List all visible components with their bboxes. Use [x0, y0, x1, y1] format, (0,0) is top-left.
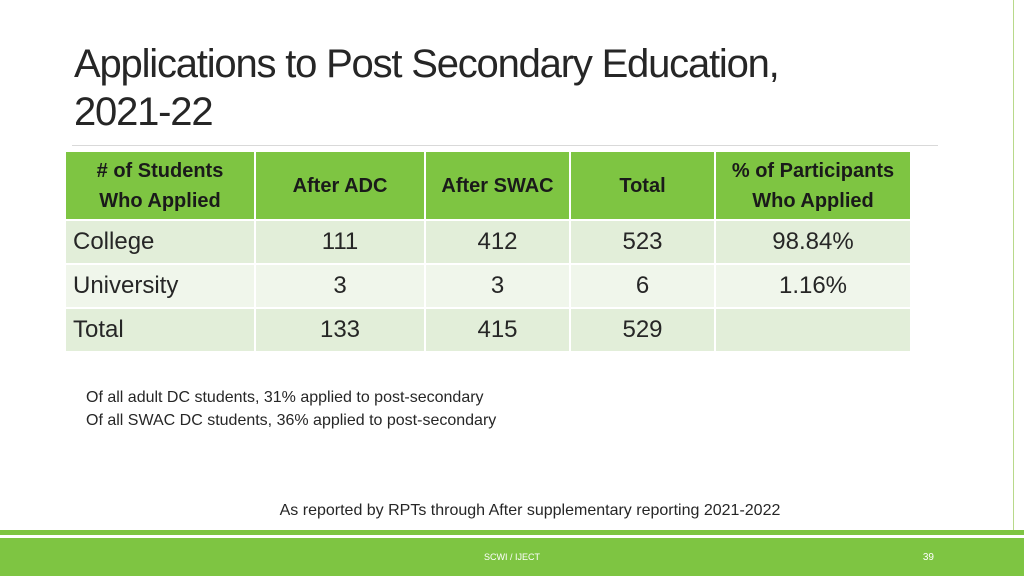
cell-total: 529 [570, 308, 715, 352]
cell-after-adc: 133 [255, 308, 425, 352]
page-number: 39 [922, 552, 934, 563]
header-pct-participants [715, 151, 911, 220]
header-after-swac: After SWAC [425, 151, 570, 220]
row-label: Total [65, 308, 255, 352]
header-pct-line1: % of Participants [731, 159, 895, 182]
cell-pct: 1.16% [715, 264, 911, 308]
header-after-adc: After ADC [255, 151, 425, 220]
cell-after-swac: 415 [425, 308, 570, 352]
source-note: As reported by RPTs through After supplementary reporting 2021-2022 [279, 502, 781, 519]
slide-title [74, 40, 934, 136]
footer-accent-line [0, 530, 1024, 535]
cell-pct: 98.84% [715, 220, 911, 264]
header-students-applied [65, 151, 255, 220]
cell-total: 523 [570, 220, 715, 264]
cell-after-adc: 111 [255, 220, 425, 264]
table-row [65, 308, 911, 352]
cell-after-adc: 3 [255, 264, 425, 308]
applications-table [64, 150, 912, 353]
row-label: College [65, 220, 255, 264]
title-divider [72, 145, 938, 146]
slide-title-line1: Applications to Post Secondary Education, [74, 42, 779, 86]
table-header-row [65, 151, 911, 220]
note-line: Of all SWAC DC students, 36% applied to post-secondary [86, 412, 497, 429]
header-students-applied-line2: Who Applied [99, 189, 221, 212]
cell-pct [715, 308, 911, 352]
right-edge-accent-line [1013, 0, 1014, 530]
table-row [65, 264, 911, 308]
notes-block [86, 386, 496, 432]
header-total: Total [570, 151, 715, 220]
footer-text: SCWI / IJECT [484, 552, 540, 562]
table-row [65, 220, 911, 264]
cell-total: 6 [570, 264, 715, 308]
header-students-applied-line1: # of Students [96, 159, 224, 182]
cell-after-swac: 412 [425, 220, 570, 264]
cell-after-swac: 3 [425, 264, 570, 308]
header-pct-line2: Who Applied [752, 189, 874, 212]
row-label: University [65, 264, 255, 308]
note-line: Of all adult DC students, 31% applied to post-secondary [86, 389, 484, 406]
slide-title-line2: 2021-22 [74, 90, 213, 134]
